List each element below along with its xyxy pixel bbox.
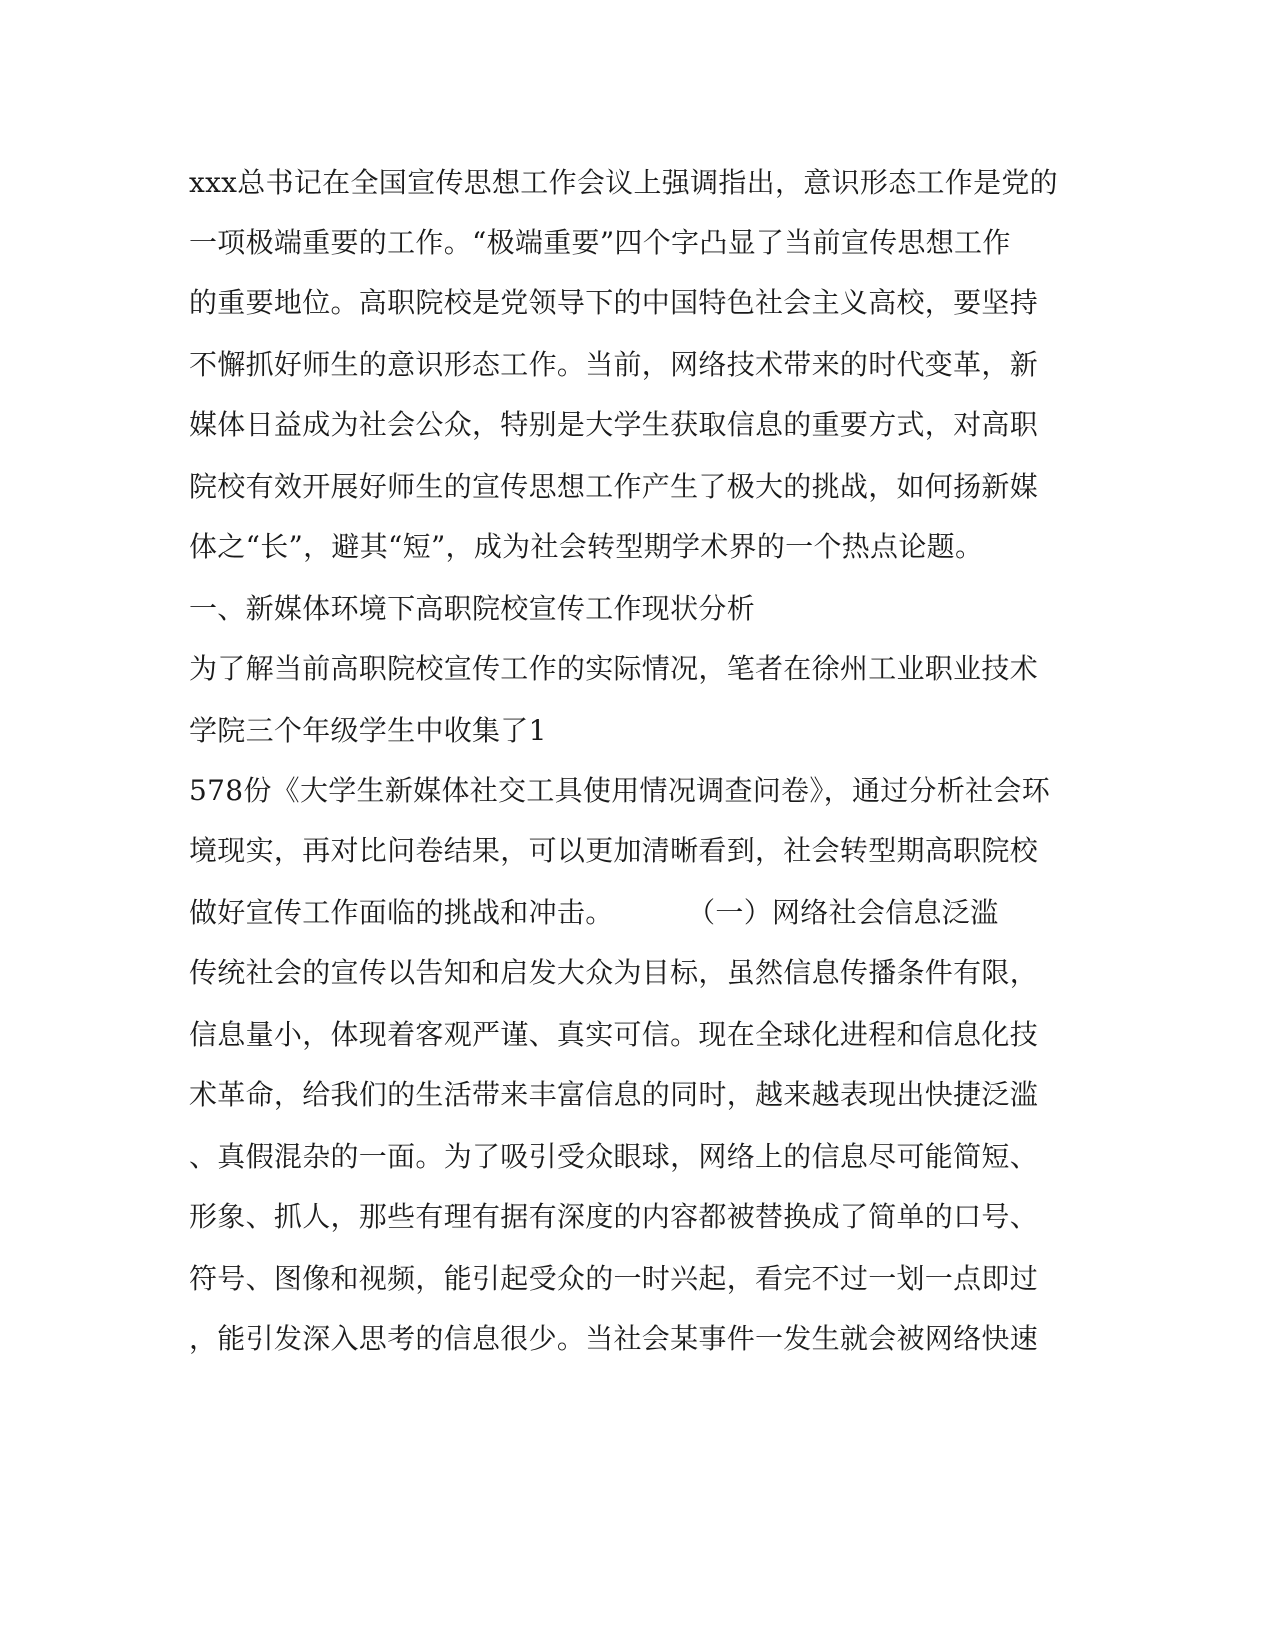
text-line: 符号、图像和视频，能引起受众的一时兴起，看完不过一划一点即过 [189, 1262, 1039, 1295]
text-line: 术革命，给我们的生活带来丰富信息的同时，越来越表现出快捷泛滥 [189, 1078, 1039, 1111]
text-line: 院校有效开展好师生的宣传思想工作产生了极大的挑战，如何扬新媒 [189, 470, 1039, 503]
text-line: 不懈抓好师生的意识形态工作。当前，网络技术带来的时代变革，新 [189, 348, 1039, 381]
text-line: 578份《大学生新媒体社交工具使用情况调查问卷》，通过分析社会环 [189, 774, 1051, 807]
text-line: 的重要地位。高职院校是党领导下的中国特色社会主义高校，要坚持 [189, 286, 1039, 319]
section-heading: 一、新媒体环境下高职院校宣传工作现状分析 [189, 592, 756, 625]
text-line: 媒体日益成为社会公众，特别是大学生获取信息的重要方式，对高职 [189, 408, 1039, 441]
text-line: 一项极端重要的工作。“极端重要”四个字凸显了当前宣传思想工作 [189, 226, 1011, 259]
text-line: 做好宣传工作面临的挑战和冲击。 （一）网络社会信息泛滥 [189, 896, 999, 929]
text-line: 传统社会的宣传以告知和启发大众为目标，虽然信息传播条件有限， [189, 956, 1039, 989]
text-line: xxx总书记在全国宣传思想工作会议上强调指出，意识形态工作是党的 [189, 166, 1058, 199]
text-line: 体之“长”，避其“短”，成为社会转型期学术界的一个热点论题。 [189, 530, 984, 563]
text-line: 境现实，再对比问卷结果，可以更加清晰看到，社会转型期高职院校 [189, 834, 1039, 867]
text-line: 信息量小，体现着客观严谨、真实可信。现在全球化进程和信息化技 [189, 1018, 1039, 1051]
text-line: ，能引发深入思考的信息很少。当社会某事件一发生就会被网络快速 [189, 1322, 1039, 1355]
text-line: 学院三个年级学生中收集了1 [189, 714, 547, 747]
text-line: 为了解当前高职院校宣传工作的实际情况，笔者在徐州工业职业技术 [189, 652, 1039, 685]
text-line: 、真假混杂的一面。为了吸引受众眼球，网络上的信息尽可能简短、 [189, 1140, 1039, 1173]
text-line: 形象、抓人，那些有理有据有深度的内容都被替换成了简单的口号、 [189, 1200, 1039, 1233]
